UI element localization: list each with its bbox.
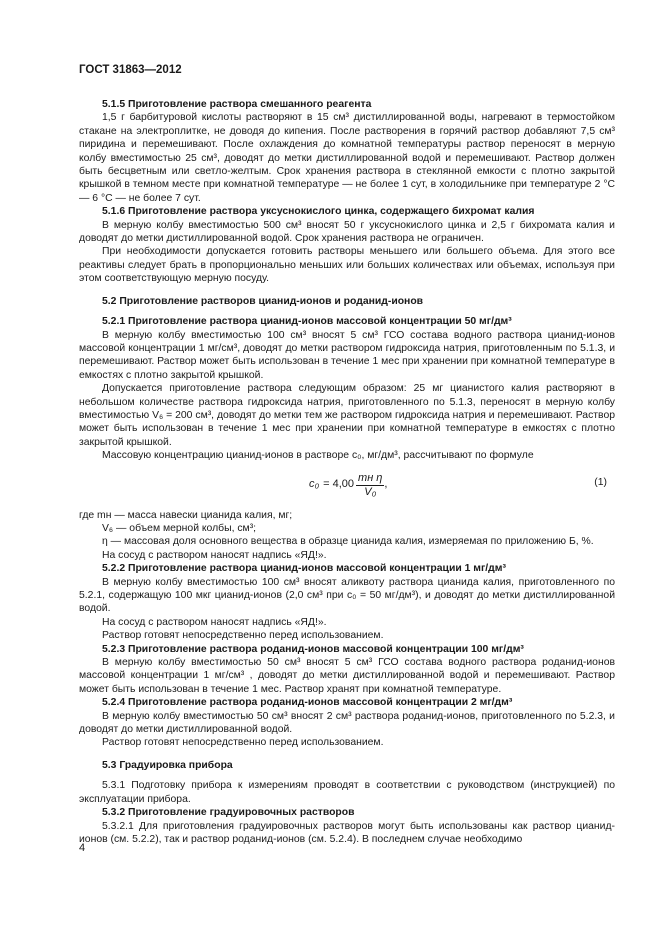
formula-lhs: c₀ bbox=[309, 478, 320, 491]
paragraph: В мерную колбу вместимостью 100 см³ вносят аликвоту раствора цианида калия, приготовленного по 5.2.1, содержащую 100 мкг цианид-ионов (2,0 см³ при c₀ = 50 мг/дм³), и доводят до метки дистиллированной водой. bbox=[79, 576, 615, 615]
document-body bbox=[79, 98, 615, 846]
formula-numerator: mн η bbox=[358, 471, 383, 484]
section-heading-5-2: 5.2 Приготовление растворов цианид-ионов и роданид-ионов bbox=[102, 295, 424, 307]
section-heading-5-3-2: 5.3.2 Приготовление градуировочных растворов bbox=[102, 807, 355, 819]
legend-item: V₆ — объем мерной колбы, см³; bbox=[102, 522, 257, 534]
paragraph: В мерную колбу вместимостью 50 см³ вносят 2 см³ раствора роданид-ионов, приготовленного по 5.2.3, и доводят до метки дистиллированной водой. bbox=[79, 710, 615, 736]
section-heading-5-3: 5.3 Градуировка прибора bbox=[102, 759, 233, 771]
section-heading-5-1-5: 5.1.5 Приготовление раствора смешанного реагента bbox=[102, 99, 372, 110]
document-header: ГОСТ 31863—2012 bbox=[79, 64, 182, 76]
formula-fraction bbox=[356, 472, 384, 499]
paragraph: На сосуд с раствором наносят надпись «ЯД!». bbox=[102, 616, 327, 628]
paragraph: При необходимости допускается готовить растворы меньшего или большего объема. Для этого все реактивы следует брать в пропорционально меньших или больших количествах или объемах, используя при этом соответствующую мерную посуду. bbox=[79, 246, 615, 285]
legend-item: η — массовая доля основного вещества в образце цианида калия, измеряемая по приложению Б, %. bbox=[102, 536, 594, 548]
formula-1 bbox=[79, 466, 615, 506]
section-heading-5-2-3: 5.2.3 Приготовление раствора роданид-ионов массовой концентрации 100 мг/дм³ bbox=[102, 643, 524, 655]
section-heading-5-2-4: 5.2.4 Приготовление раствора роданид-ионов массовой концентрации 2 мг/дм³ bbox=[102, 697, 513, 709]
paragraph: В мерную колбу вместимостью 500 см³ вносят 50 г уксуснокислого цинка и 2,5 г бихромата калия и доводят до метки дистиллированной водой. Срок хранения раствора не ограничен. bbox=[79, 219, 615, 245]
formula-denominator: V₀ bbox=[364, 485, 377, 498]
formula-expression bbox=[309, 472, 387, 499]
paragraph: Раствор готовят непосредственно перед использованием. bbox=[102, 630, 384, 642]
paragraph: 1,5 г барбитуровой кислоты растворяют в 15 см³ дистиллированной воды, нагревают в термостойком стакане на электроплитке, не доводя до кипения. После растворения в горячий раствор добавляют 7,5 см³ пиридина и перемешивают. После охлаждения до комнатной температуры раствор переносят в мерную колбу вместимостью 25 см³, доводят до метки дистиллированной водой и перемешивают. Раствор должен быть бесцветным или светло-желтым. Срок хранения раствора в стеклянной емкости с плотно закрытой крышкой в темном месте при комнатной температуре — не более 1 сут, в холодильнике при температуре 2 °С — 6 °С — не более 7 сут. bbox=[79, 112, 615, 204]
paragraph: Допускается приготовление раствора следующим образом: 25 мг цианистого калия растворяют в небольшом количестве раствора гидроксида натрия, приготовленного по 5.1.3, переносят в мерную колбу вместимостью V₆ = 200 см³, доводят до метки тем же раствором гидроксида натрия и перемешивают. Раствор может быть использован в течение 1 мес при хранении при комнатной температуре в емкостях с плотно закрытой крышкой. bbox=[79, 383, 615, 448]
page-number: 4 bbox=[79, 842, 86, 854]
formula-tail: , bbox=[384, 478, 388, 491]
paragraph: Раствор готовят непосредственно перед использованием. bbox=[102, 737, 384, 749]
formula-coefficient: = 4,00 bbox=[323, 478, 355, 491]
paragraph: В мерную колбу вместимостью 100 см³ вносят 5 см³ ГСО состава водного раствора цианид-ионов массовой концентрации 1 мг/см³, доводят до метки раствором гидроксида натрия, приготовленным по 5.1.3, и перемешивают. Раствор может быть использован в течение 1 мес при хранении при комнатной температуре в емкостях с плотно закрытой крышкой. bbox=[79, 329, 615, 381]
formula-legend bbox=[79, 509, 615, 549]
paragraph: 5.3.2.1 Для приготовления градуировочных растворов могут быть использованы как раствор цианид-ионов (см. 5.2.2), так и раствор роданид-ионов (см. 5.2.4). В последнем случае необходимо bbox=[79, 820, 615, 845]
section-heading-5-2-2: 5.2.2 Приготовление раствора цианид-ионов массовой концентрации 1 мг/дм³ bbox=[102, 563, 506, 575]
formula-number: (1) bbox=[594, 476, 607, 488]
paragraph: В мерную колбу вместимостью 50 см³ вносят 5 см³ ГСО состава водного раствора роданид-ионов массовой концентрации 1 мг/см³ , доводят до метки дистиллированной водой и перемешивают. Раствор может быть использован в течение 1 мес. Раствор хранят при комнатной температуре. bbox=[79, 657, 615, 695]
paragraph: На сосуд с раствором наносят надпись «ЯД!». bbox=[102, 549, 327, 561]
paragraph: Массовую концентрацию цианид-ионов в растворе c₀, мг/дм³, рассчитывают по формуле bbox=[102, 450, 534, 462]
section-heading-5-1-6: 5.1.6 Приготовление раствора уксуснокислого цинка, содержащего бихромат калия bbox=[102, 206, 535, 218]
legend-item: где mн — масса навески цианида калия, мг; bbox=[79, 509, 293, 521]
paragraph: 5.3.1 Подготовку прибора к измерениям проводят в соответствии с руководством (инструкцией) по эксплуатации прибора. bbox=[79, 780, 615, 805]
section-heading-5-2-1: 5.2.1 Приготовление раствора цианид-ионов массовой концентрации 50 мг/дм³ bbox=[102, 316, 512, 328]
